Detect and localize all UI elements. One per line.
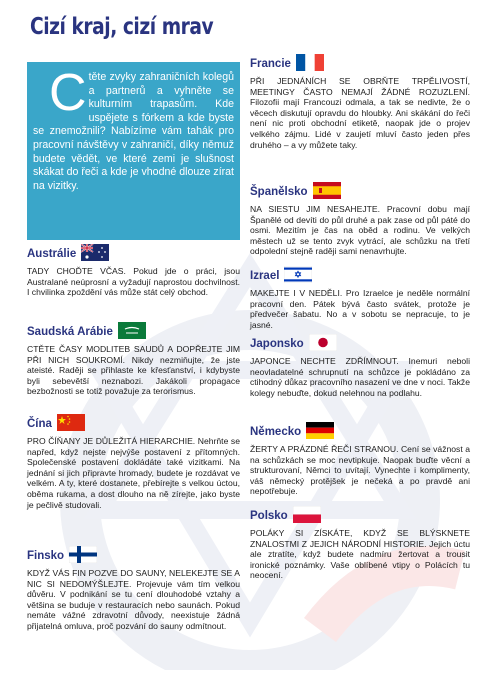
section-heading: Španělsko [250,186,308,198]
section-text: POLÁKY SI ZÍSKÁTE, KDYŽ SE BLÝSKNETE ZNALOSTMI Z JEJICH NÁRODNÍ HISTORIE. Jejich úctu ale ztratíte, když budete nadmíru žertovat a trousit ironické poznámky. Vaše oblíbené vtipy o Polácích tu neocení. [250,528,470,581]
section-text: NA SIESTU JIM NESAHEJTE. Pracovní dobu mají Španělé od devíti do půl druhé a pak zase od půl páté do osmi. Mezitím je čas na oběd a rodinu. Ve velkých městech už se tento zvyk vytrácí, ale schůzku na třetí odpolední stejně raději sami nenavrhujte. [250,204,470,257]
germany-flag-icon [306,422,334,442]
section-text: KDYŽ VÁS FIN POZVE DO SAUNY, NELEKEJTE SE A NIC SI NEDOMÝŠLEJTE. Projevuje vám tím velkou důvěru. V podnikání se tu cení dlouhodobé vztahy a většina se buduje v restauracích nebo saunách. Pokud nemáte vážné zdravotní důvody, neexistuje žádná přijatelná omluva, proč pozvání do sauny odmítnout. [27,568,240,631]
section-heading: Austrálie [27,248,77,260]
section-poland [250,506,470,581]
section-heading: Polsko [250,510,288,522]
section-israel [250,266,470,330]
section-heading: Francie [250,58,291,70]
section-heading: Japonsko [250,338,304,350]
section-heading: Saudská Arábie [27,326,113,338]
section-heading: Finsko [27,550,65,562]
israel-flag-icon [284,266,312,286]
section-text: PRO ČÍŇANY JE DŮLEŽITÁ HIERARCHIE. Nehrňte se napřed, když nejste nejvýše postavení z přítomných. Společenské postavení dokládáte také vizitkami. Na jednání si jich připravte hromady, budete je rozdávat ve velkém. A ty, které dostanete, přebírejte s velkou úctou, oběma rukama, a dost dlouho na ně zírejte, jako byste je pečlivě studovali. [27,436,240,510]
poland-flag-icon [293,506,321,526]
intro-text: Ctěte zvyky zahraničních kolegů a partnerů a vyhněte se kulturním trapasům. Kde uspějete s fórkem a kde byste se znemožnili? Nabízíme vám tahák pro pracovní návštěvy v zahraničí, díky němuž budete vědět, ve které zemi je slušnost skákat do řeči a kde je vhodné dlouze zírat na vizitky. [33,64,234,192]
china-flag-icon [57,414,85,434]
japan-flag-icon [309,334,337,354]
right-column [250,54,470,581]
intro-box [27,62,240,240]
section-japan [250,334,470,414]
spain-flag-icon [313,182,341,202]
section-heading: Německo [250,426,302,438]
section-france [250,54,470,174]
france-flag-icon [296,54,324,74]
australia-flag-icon [81,244,109,264]
section-text: TADY CHOĎTE VČAS. Pokud jde o práci, jsou Australané neúprosní a vyžadují naprostou dochvilnost. I chvilinka zpoždění vás může stát celý obchod. [27,266,240,298]
section-text: ŽERTY A PRÁZDNÉ ŘEČI STRANOU. Cení se vážnost a na schůzkách se moc nevtipkuje. Naopak buďte věcní a strukturovaní, Němci to uvítají. Vynechte i komplimenty, váš německý protějšek je nečeká a po pravdě ani nepotřebuje. [250,444,470,497]
section-heading: Izrael [250,270,280,282]
section-germany [250,422,470,497]
section-heading: Čína [27,418,52,430]
section-text: CTĚTE ČASY MODLITEB SAUDŮ A DOPŘEJTE JIM PŘI NICH SOUKROMÍ. Nikdy nezmiňujte, že jste ateisté. Raději se přihlaste ke křesťanství, i kdybyste byli sebevětší neznabozi. Jakákoli propagace bezbožnosti se totiž považuje za terorismus. [27,344,240,397]
section-finland [27,546,240,656]
section-saudi-arabia [27,322,240,410]
saudi-arabia-flag-icon [118,322,146,342]
intro-dropcap: C [49,64,87,122]
finland-flag-icon [69,546,97,566]
section-australia [27,244,240,316]
section-spain [250,182,470,262]
left-column [27,244,240,656]
section-china [27,414,240,542]
section-text: PŘI JEDNÁNÍCH SE OBRŇTE TRPĚLIVOSTÍ, MEETINGY ČASTO NEMAJÍ ŽÁDNÉ ROZUZLENÍ. Filozofii mají Francouzi odmala, a tak se nedivte, že o věcech diskutují opravdu do hloubky. Ani skákání do řeči není nic proti obchodní etiketě, naopak jde o projev velkého zájmu. Lidé v zaujetí mluví často jeden přes druhého – a vy můžete taky. [250,76,470,150]
section-text: MAKEJTE I V NEDĚLI. Pro Izraelce je neděle normální pracovní den. Pátek bývá často svátek, protože je předvečer šabatu. No a v sobotu se nepracuje, to je jasné. [250,288,470,330]
section-text: JAPONCE NECHTE ZDŘÍMNOUT. Inemuri neboli neovladatelné schrupnutí na schůzce je pokládáno za ctihodný důkaz pracovního nasazení ve dne v noci. Takže kolegy nebuďte, dokud nelehnou na podlahu. [250,356,470,398]
page-title: Cizí kraj, cizí mrav [30,14,214,40]
